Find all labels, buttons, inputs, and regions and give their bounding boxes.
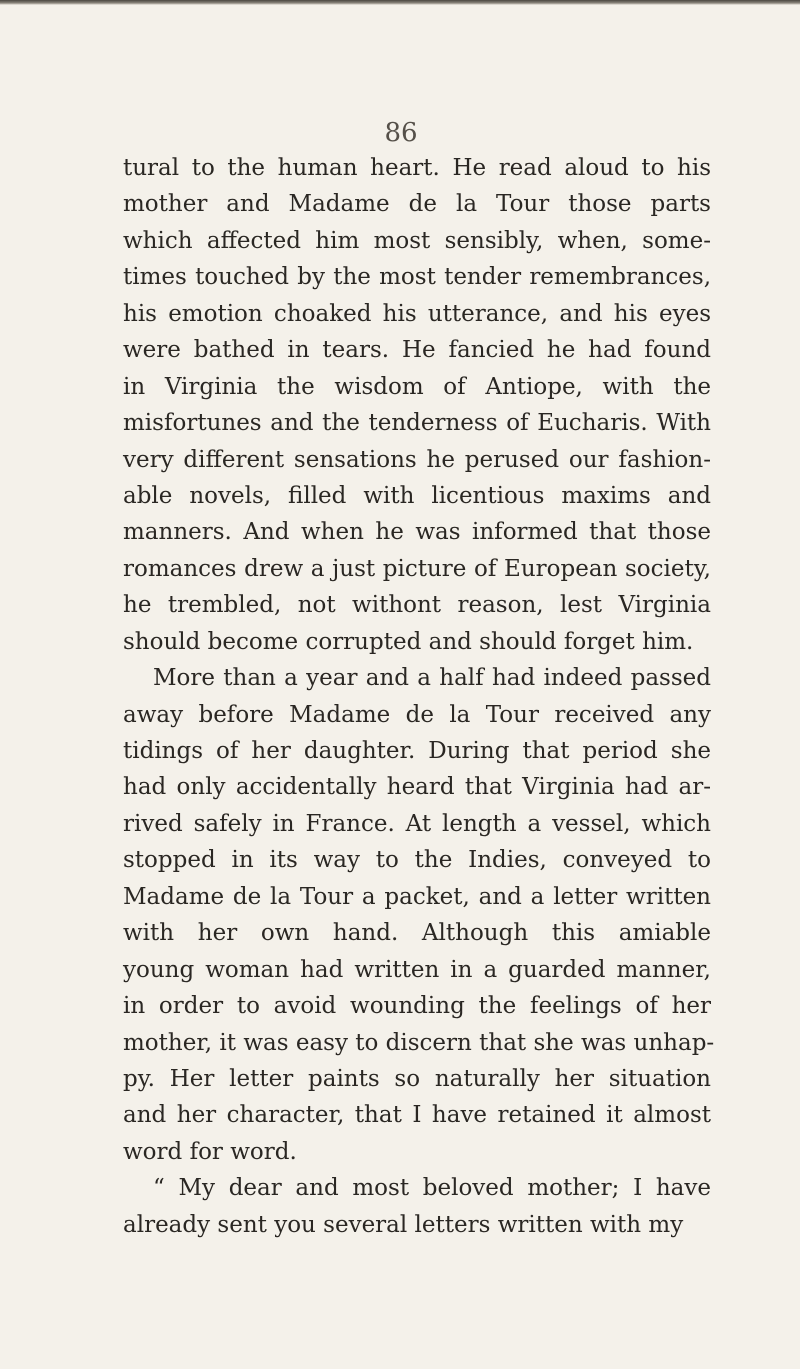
text-line: tural to the human heart. He read aloud to his bbox=[123, 155, 711, 181]
text-line: manners. And when he was informed that those bbox=[123, 519, 711, 546]
page-top-edge bbox=[0, 0, 800, 5]
text-line: times touched by the most tender remembrances, bbox=[123, 264, 711, 291]
text-line: stopped in its way to the Indies, conveyed to bbox=[123, 847, 711, 874]
text-line: mother, it was easy to discern that she was unhap- bbox=[123, 1029, 715, 1056]
text-line: py. Her letter paints so naturally her situation bbox=[123, 1065, 711, 1092]
text-line: More than a year and a half had indeed passed bbox=[153, 665, 711, 692]
text-line: with her own hand. Although this amiable bbox=[123, 920, 711, 947]
text-line: Madame de la Tour a packet, and a letter written bbox=[123, 883, 711, 910]
text-line: which affected him most sensibly, when, some- bbox=[123, 227, 711, 254]
text-line: word for word. bbox=[123, 1138, 297, 1165]
text-line: tidings of her daughter. During that period she bbox=[123, 738, 711, 764]
text-line: very different sensations he perused our fashion- bbox=[123, 446, 711, 473]
text-line: away before Madame de la Tour received any bbox=[123, 701, 711, 728]
text-line: and her character, that I have retained it almost bbox=[123, 1102, 711, 1129]
text-line: in order to avoid wounding the feelings of her bbox=[123, 993, 711, 1020]
text-line: he trembled, not withont reason, lest Virginia bbox=[123, 592, 711, 619]
text-line: mother and Madame de la Tour those parts bbox=[123, 191, 711, 218]
text-line: rived safely in France. At length a vessel, which bbox=[123, 810, 711, 837]
text-line: were bathed in tears. He fancied he had found bbox=[123, 337, 711, 364]
text-line: romances drew a just picture of European society, bbox=[123, 555, 711, 582]
text-line: should become corrupted and should forget him. bbox=[123, 628, 694, 655]
text-line: had only accidentally heard that Virginia had ar- bbox=[123, 774, 711, 801]
text-line: young woman had written in a guarded manner, bbox=[123, 956, 711, 983]
body-text bbox=[123, 150, 715, 1243]
page-number: 86 bbox=[384, 118, 418, 148]
text-line: already sent you several letters written with my bbox=[123, 1211, 684, 1238]
text-line: able novels, filled with licentious maxims and bbox=[123, 482, 711, 509]
text-line: in Virginia the wisdom of Antiope, with the bbox=[123, 373, 711, 400]
text-line: his emotion choaked his utterance, and his eyes bbox=[123, 300, 711, 327]
text-line: misfortunes and the tenderness of Eucharis. With bbox=[123, 410, 711, 437]
text-line: “ My dear and most beloved mother; I have bbox=[153, 1175, 711, 1202]
